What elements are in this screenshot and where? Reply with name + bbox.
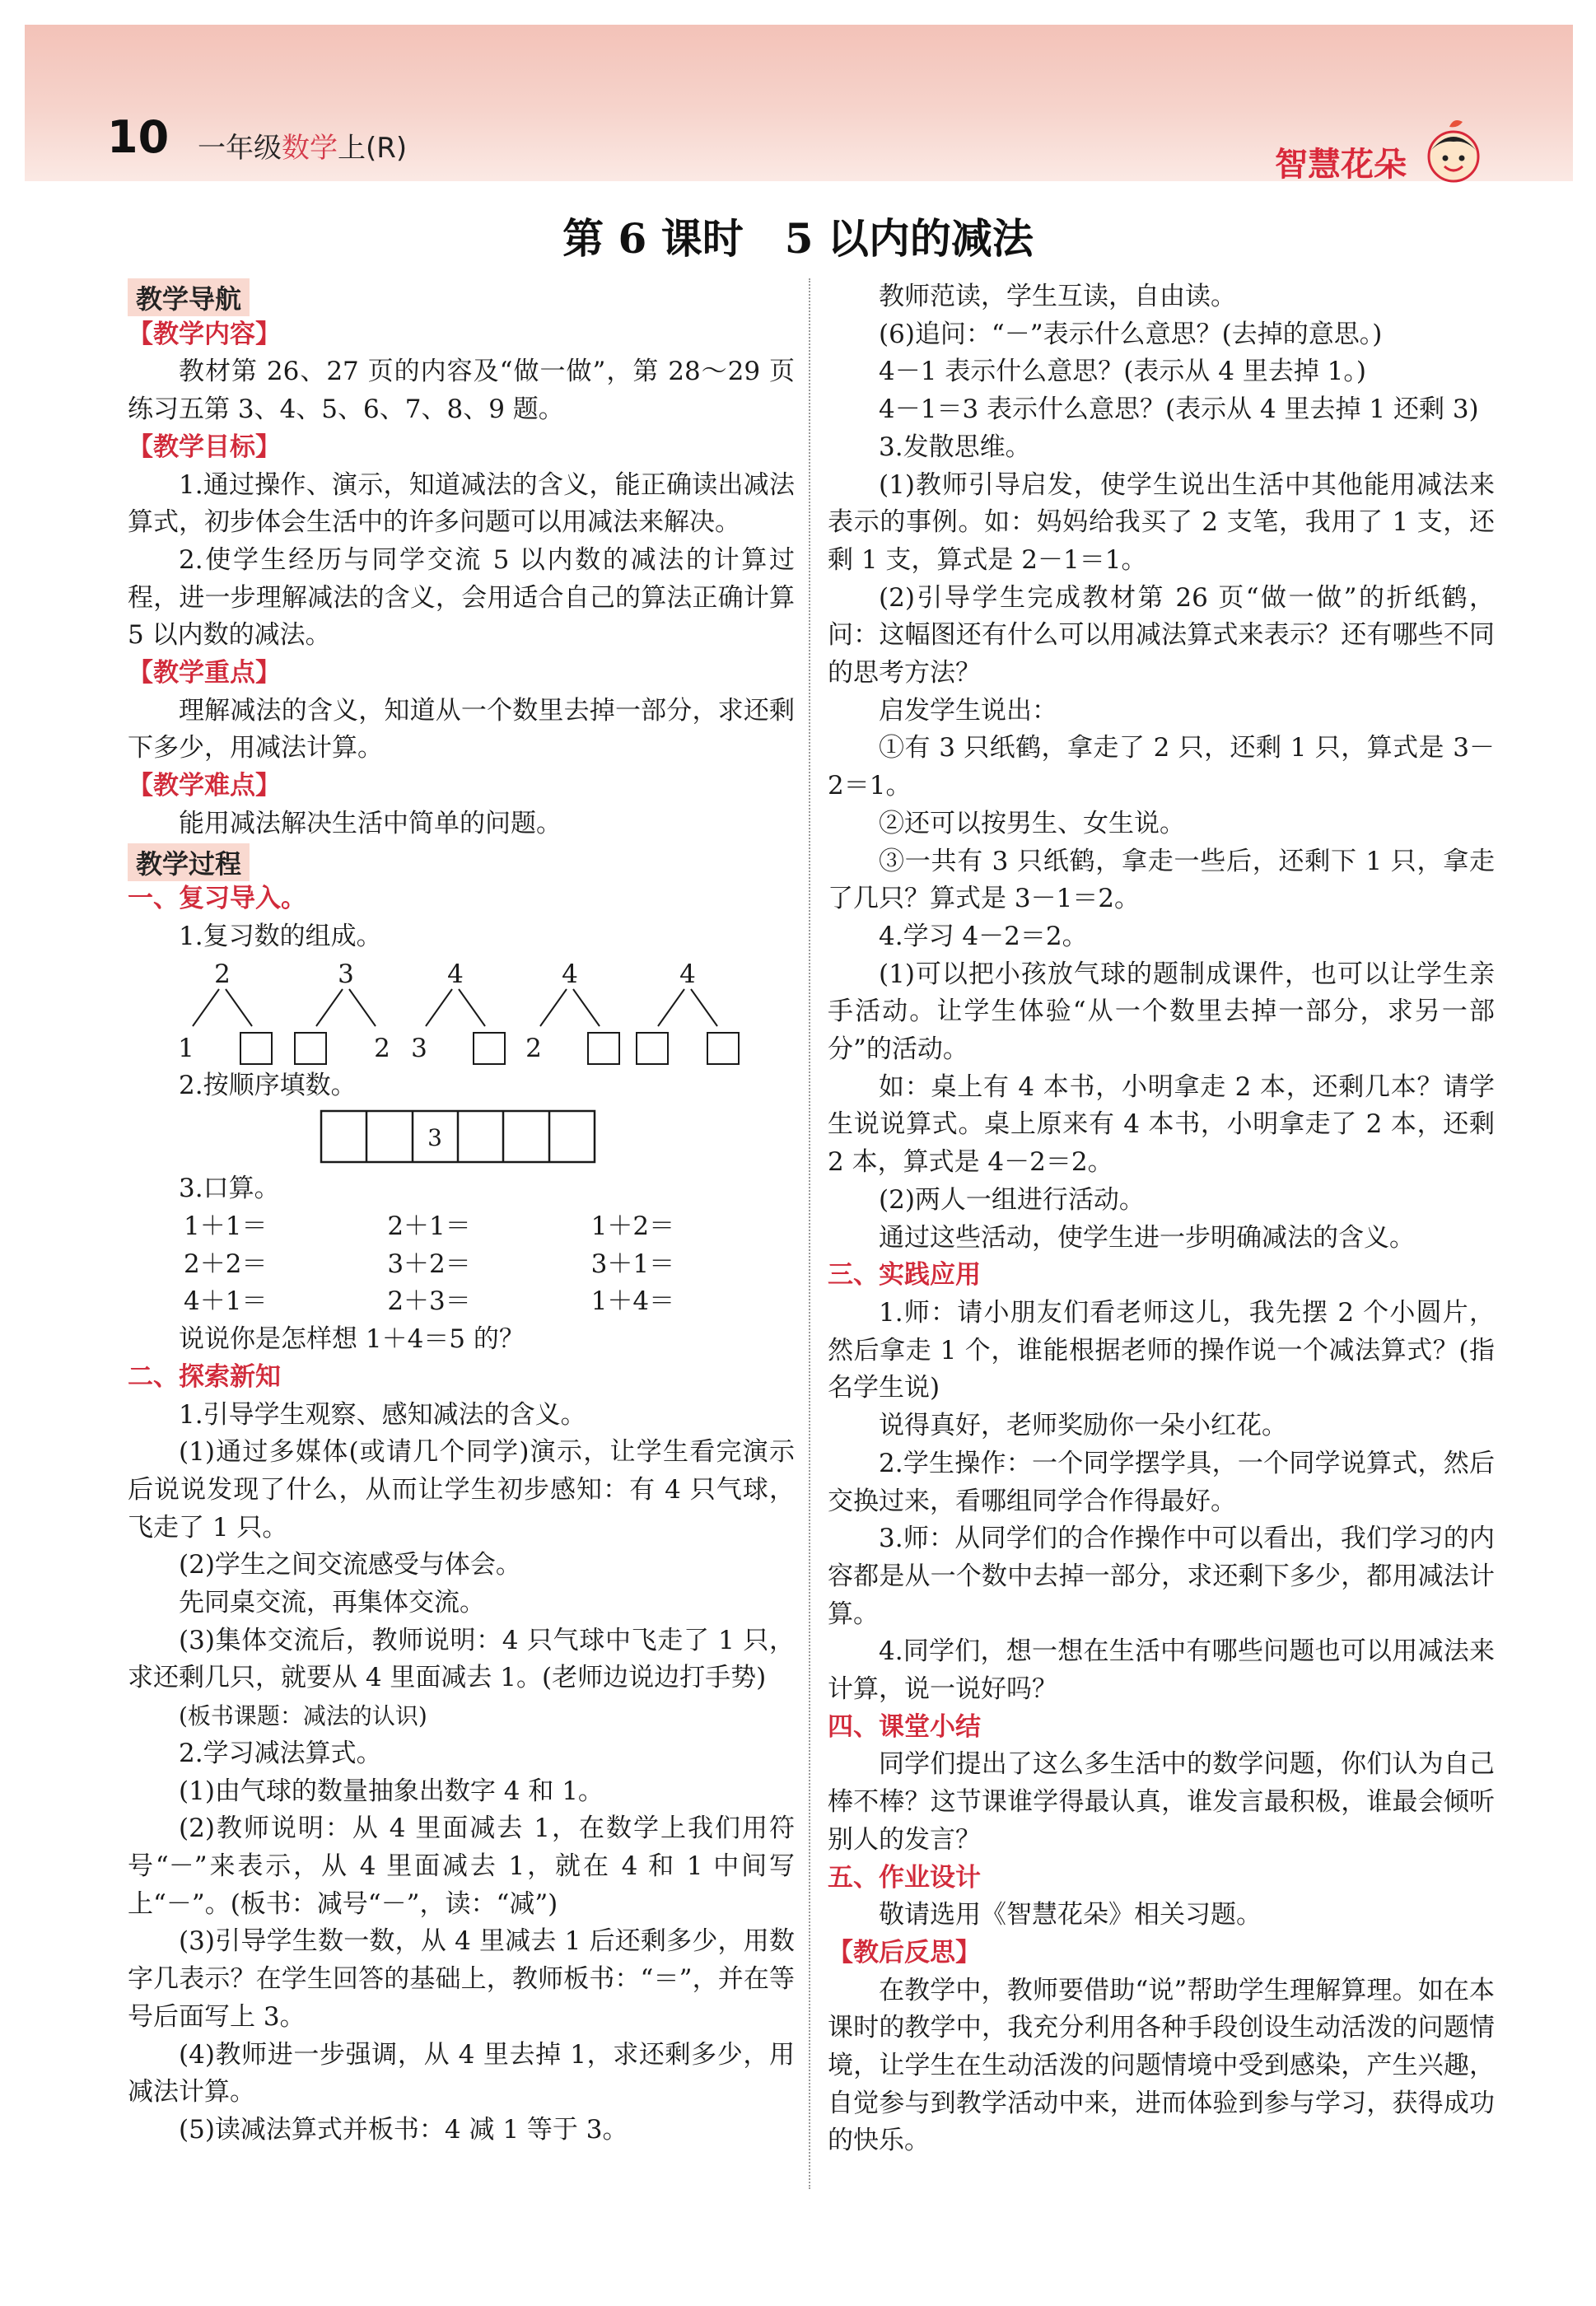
goals-label: 【教学目标】 <box>128 432 281 462</box>
r-para-3: 4－1 表示什么意思？(表示从 4 里去掉 1。) <box>879 357 1366 387</box>
comp-blank <box>240 1033 272 1064</box>
process-heading: 教学过程 <box>128 843 250 881</box>
book-info <box>198 125 407 166</box>
r-para-13: (1)可以把小孩放气球的题制成课件，也可以让学生亲手活动。让学生体验“从一个数里去掉一部分，求另一部分”的活动。 <box>828 959 1495 1065</box>
s2-item-1b2: 先同桌交流，再集体交流。 <box>179 1588 485 1618</box>
oral-row-1 <box>128 1208 795 1246</box>
left-column <box>128 278 795 2150</box>
comp-top: 4 <box>562 959 578 989</box>
section-4-heading: 四、课堂小结 <box>828 1711 981 1742</box>
difficulty-label: 【教学难点】 <box>128 771 281 801</box>
oral-expr: 1＋4＝ <box>590 1286 675 1317</box>
r-para-18: 说得真好，老师奖励你一朵小红花。 <box>879 1411 1287 1441</box>
key-label: 【教学重点】 <box>128 658 281 689</box>
r-para-7: (2)引导学生完成教材第 26 页“做一做”的折纸鹤，问：这幅图还有什么可以用减法算式来表示？还有哪些不同的思考方法？ <box>828 582 1495 689</box>
content-text: 教材第 26、27 页的内容及“做一做”，第 28～29 页练习五第 3、4、5、6、7、8、9 题。 <box>128 357 795 425</box>
goal-2: 2.使学生经历与同学交流 5 以内数的减法的计算过程，进一步理解减法的含义，会用适合自己的算法正确计算 5 以内数的减法。 <box>128 544 795 651</box>
r-para-4: 4－1＝3 表示什么意思？(表示从 4 里去掉 1 还剩 3) <box>879 394 1479 425</box>
r-para-15: (2)两人一组进行活动。 <box>879 1184 1145 1215</box>
oral-expr: 3＋2＝ <box>387 1249 471 1279</box>
r-para-9: ①有 3 只纸鹤，拿走了 2 只，还剩 1 只，算式是 3－2＝1。 <box>828 733 1495 801</box>
s2-item-1a: (1)通过多媒体(或请几个同学)演示，让学生看完演示后说说发现了什么，从而让学生初步感知：有 4 只气球，飞走了 1 只。 <box>128 1437 795 1543</box>
nav-heading: 教学导航 <box>128 278 250 316</box>
s2-item-2: 2.学习减法算式。 <box>179 1738 382 1768</box>
r-para-6: (1)教师引导启发，使学生说出生活中其他能用减法来表示的事例。如：妈妈给我买了 2 支笔，我用了 1 支，还剩 1 支，算式是 2－1＝1。 <box>828 469 1495 575</box>
subject: 数学 <box>282 132 338 165</box>
right-column <box>828 278 1495 2160</box>
oral-expr: 4＋1＝ <box>184 1286 268 1317</box>
r-para-2: (6)追问：“－”表示什么意思？(去掉的意思。) <box>879 319 1383 349</box>
section-3-heading: 三、实践应用 <box>828 1260 981 1291</box>
composition-1 <box>178 959 272 1064</box>
s2-item-2e: (5)读减法算式并板书：4 减 1 等于 3。 <box>179 2114 628 2145</box>
r-para-8: 启发学生说出： <box>879 695 1057 726</box>
s2-item-2b: (2)教师说明：从 4 里面减去 1，在数学上我们用符号“－”来表示，从 4 里面减去 1，就在 4 和 1 中间写上“－”。(板书：减号“－”，读：“减”) <box>128 1814 795 1919</box>
r-para-16: 通过这些活动，使学生进一步明确减法的含义。 <box>879 1222 1415 1253</box>
comp-top: 4 <box>447 959 464 989</box>
composition-2 <box>295 959 390 1064</box>
oral-question: 说说你是怎样想 1＋4＝5 的？ <box>179 1324 525 1355</box>
comp-blank <box>707 1033 739 1064</box>
r-para-11: ③一共有 3 只纸鹤，拿走一些后，还剩下 1 只，拿走了几只？算式是 3－1＝2。 <box>828 846 1495 914</box>
sequence-boxes <box>128 1104 795 1170</box>
s1-item-1: 1.复习数的组成。 <box>179 921 382 951</box>
section-2-heading: 二、探索新知 <box>128 1361 281 1392</box>
comp-blank <box>295 1033 326 1064</box>
comp-blank <box>588 1033 619 1064</box>
comp-left: 2 <box>525 1033 542 1063</box>
r-para-12: 4.学习 4－2＝2。 <box>879 921 1088 951</box>
r-para-1: 教师范读，学生互读，自由读。 <box>879 282 1236 311</box>
lesson-title: 第 6 课时 5 以内的减法 <box>562 214 1034 263</box>
oral-row-2 <box>128 1246 795 1284</box>
composition-3 <box>411 959 505 1064</box>
s2-item-1c: (3)集体交流后，教师说明：4 只气球中飞走了 1 只，求还剩几只，就要从 4 里面减去 1。(老师边说边打手势) <box>128 1625 795 1693</box>
comp-blank <box>637 1033 668 1064</box>
oral-expr: 1＋2＝ <box>590 1211 675 1242</box>
r-para-21: 4.同学们，想一想在生活中有哪些问题也可以用减法来计算，说一说好吗？ <box>828 1636 1495 1705</box>
r-para-5: 3.发散思维。 <box>879 432 1031 462</box>
r-para-23: 敬请选用《智慧花朵》相关习题。 <box>879 1900 1262 1930</box>
r-para-20: 3.师：从同学们的合作操作中可以看出，我们学习的内容都是从一个数中去掉一部分，求还剩下多少，都用减法计算。 <box>828 1524 1495 1629</box>
page-number: 10 <box>107 111 170 163</box>
number-composition-diagram <box>128 956 795 1067</box>
s2-item-2a: (1)由气球的数量抽象出数字 4 和 1。 <box>179 1776 604 1806</box>
r-para-14: 如：桌上有 4 本书，小明拿走 2 本，还剩几本？请学生说说算式。桌上原来有 4 本书，小明拿走了 2 本，还剩 2 本，算式是 4－2＝2。 <box>828 1071 1495 1178</box>
oral-expr: 3＋1＝ <box>590 1249 675 1279</box>
grade: 一年级 <box>198 132 282 165</box>
oral-expr: 2＋3＝ <box>387 1286 471 1317</box>
brand-logo-text: 智慧花朵 <box>1275 146 1407 184</box>
r-para-19: 2.学生操作：一个同学摆学具，一个同学说算式，然后交换过来，看哪组同学合作得最好。 <box>828 1448 1495 1516</box>
goal-1: 1.通过操作、演示，知道减法的含义，能正确读出减法算式，初步体会生活中的许多问题可以用减法来解决。 <box>128 469 795 538</box>
difficulty-text: 能用减法解决生活中简单的问题。 <box>179 808 562 838</box>
r-para-17: 1.师：请小朋友们看老师这儿，我先摆 2 个小圆片，然后拿走 1 个，谁能根据老师的操作说一个减法算式？(指名学生说) <box>828 1297 1495 1403</box>
oral-expr: 2＋2＝ <box>184 1249 268 1279</box>
comp-blank <box>474 1033 505 1064</box>
comp-top: 4 <box>679 959 696 989</box>
content-label: 【教学内容】 <box>128 319 281 349</box>
s1-item-3: 3.口算。 <box>179 1174 280 1204</box>
comp-right: 2 <box>374 1033 390 1063</box>
comp-left: 1 <box>178 1033 194 1063</box>
oral-expr: 1＋1＝ <box>184 1211 268 1242</box>
s2-item-1: 1.引导学生观察、感知减法的含义。 <box>179 1399 586 1430</box>
section-1-heading: 一、复习导入。 <box>128 884 306 914</box>
s2-item-2d: (4)教师进一步强调，从 4 里去掉 1，求还剩多少，用减法计算。 <box>128 2039 795 2108</box>
composition-4 <box>525 959 619 1064</box>
s2-item-1b: (2)学生之间交流感受与体会。 <box>179 1550 521 1580</box>
column-divider <box>809 278 810 2189</box>
s2-item-2c: (3)引导学生数一数，从 4 里减去 1 后还剩多少，用数字几表示？在学生回答的基础上，教师板书：“＝”，并在等号后面写上 3。 <box>128 1926 795 2032</box>
oral-expr: 2＋1＝ <box>387 1211 471 1242</box>
mascot-face-icon <box>1416 115 1491 189</box>
seq-cell-3: 3 <box>427 1124 442 1152</box>
key-text: 理解减法的含义，知道从一个数里去掉一部分，求还剩下多少，用减法计算。 <box>128 695 795 763</box>
comp-top: 2 <box>214 959 231 989</box>
s1-item-2: 2.按顺序填数。 <box>179 1070 357 1100</box>
reflection-label: 【教后反思】 <box>828 1937 981 1968</box>
volume: 上(R) <box>338 132 408 165</box>
oral-row-3 <box>128 1283 795 1321</box>
board-note: (板书课题：减法的认识) <box>179 1702 427 1730</box>
r-para-22: 同学们提出了这么多生活中的数学问题，你们认为自己棒不棒？这节课谁学得最认真，谁发言最积极，谁最会倾听别人的发言？ <box>828 1749 1495 1855</box>
r-para-24: 在教学中，教师要借助“说”帮助学生理解算理。如在本课时的教学中，我充分利用各种手段创设生动活泼的问题情境，让学生在生动活泼的问题情境中受到感染，产生兴趣，自觉参与到教学活动中来，进而体验到参与学习，获得成功的快乐。 <box>828 1975 1495 2156</box>
r-para-10: ②还可以按男生、女生说。 <box>879 808 1185 838</box>
section-5-heading: 五、作业设计 <box>828 1862 981 1893</box>
composition-5 <box>637 959 739 1064</box>
comp-left: 3 <box>411 1033 427 1063</box>
comp-top: 3 <box>338 959 354 989</box>
